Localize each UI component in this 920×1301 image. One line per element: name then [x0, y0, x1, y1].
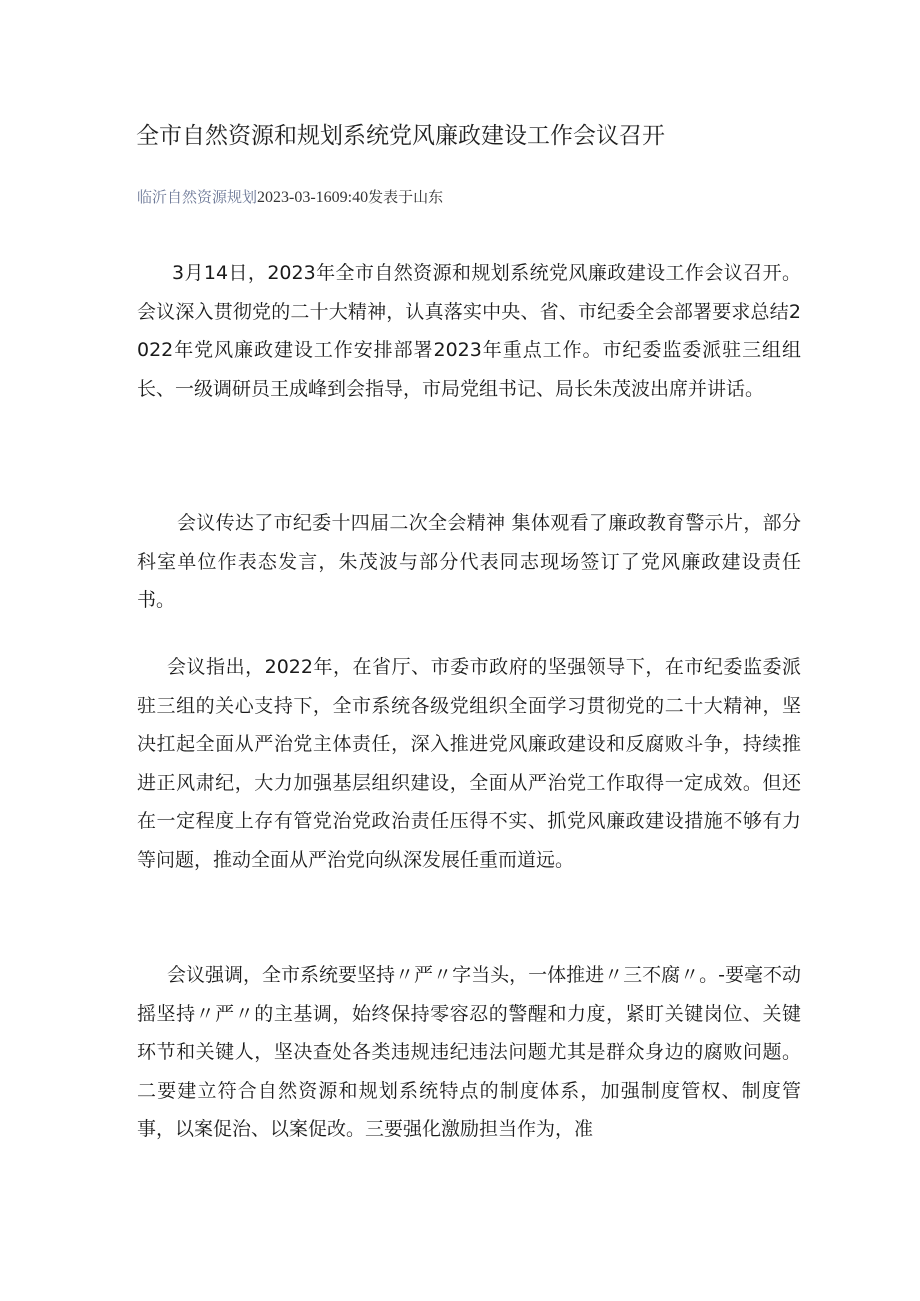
article-paragraph: 会议传达了市纪委十四届二次全会精神 集体观看了廉政教育警示片，部分科室单位作表态发言，朱茂波与部分代表同志现场签订了党风廉政建设责任书。 — [137, 512, 801, 611]
article-published-location: 发表于山东 — [368, 188, 444, 206]
article-datetime: 2023-03-1609:40 — [257, 189, 369, 206]
article-source[interactable]: 临沂自然资源规划 — [137, 188, 258, 206]
article-paragraph: 会议强调，全市系统要坚持〃严〃字当头，一体推进〃三不腐〃。-要毫不动摇坚持〃严〃的主基调，始终保持零容忍的警醒和力度，紧盯关键岗位、关键环节和关键人，坚决查处各类违规违纪违法问题尤其是群众身边的腐败问题。二要建立符合自然资源和规划系统特点的制度体系，加强制度管权、制度管事，以案促治、以案促改。三要强化激励担当作为，准 — [137, 964, 801, 1140]
article-paragraph: 3月14日，2023年全市自然资源和规划系统党风廉政建设工作会议召开。会议深入贯彻党的二十大精神，认真落实中央、省、市纪委全会部署要求总结2022年党风廉政建设工作安排部署2023年重点工作。市纪委监委派驻三组组长、一级调研员王成峰到会指导，市局党组书记、局长朱茂波出席并讲话。 — [137, 262, 801, 400]
article-meta — [137, 185, 443, 210]
article-title: 全市自然资源和规划系统党风廉政建设工作会议召开 — [136, 123, 665, 149]
article-paragraph: 会议指出，2022年，在省厅、市委市政府的坚强领导下，在市纪委监委派驻三组的关心支持下，全市系统各级党组织全面学习贯彻党的二十大精神，坚决扛起全面从严治党主体责任，深入推进党风廉政建设和反腐败斗争，持续推进正风肃纪，大力加强基层组织建设，全面从严治党工作取得一定成效。但还在一定程度上存有管党治党政治责任压得不实、抓党风廉政建设措施不够有力等问题，推动全面从严治党向纵深发展任重而道远。 — [137, 656, 801, 871]
